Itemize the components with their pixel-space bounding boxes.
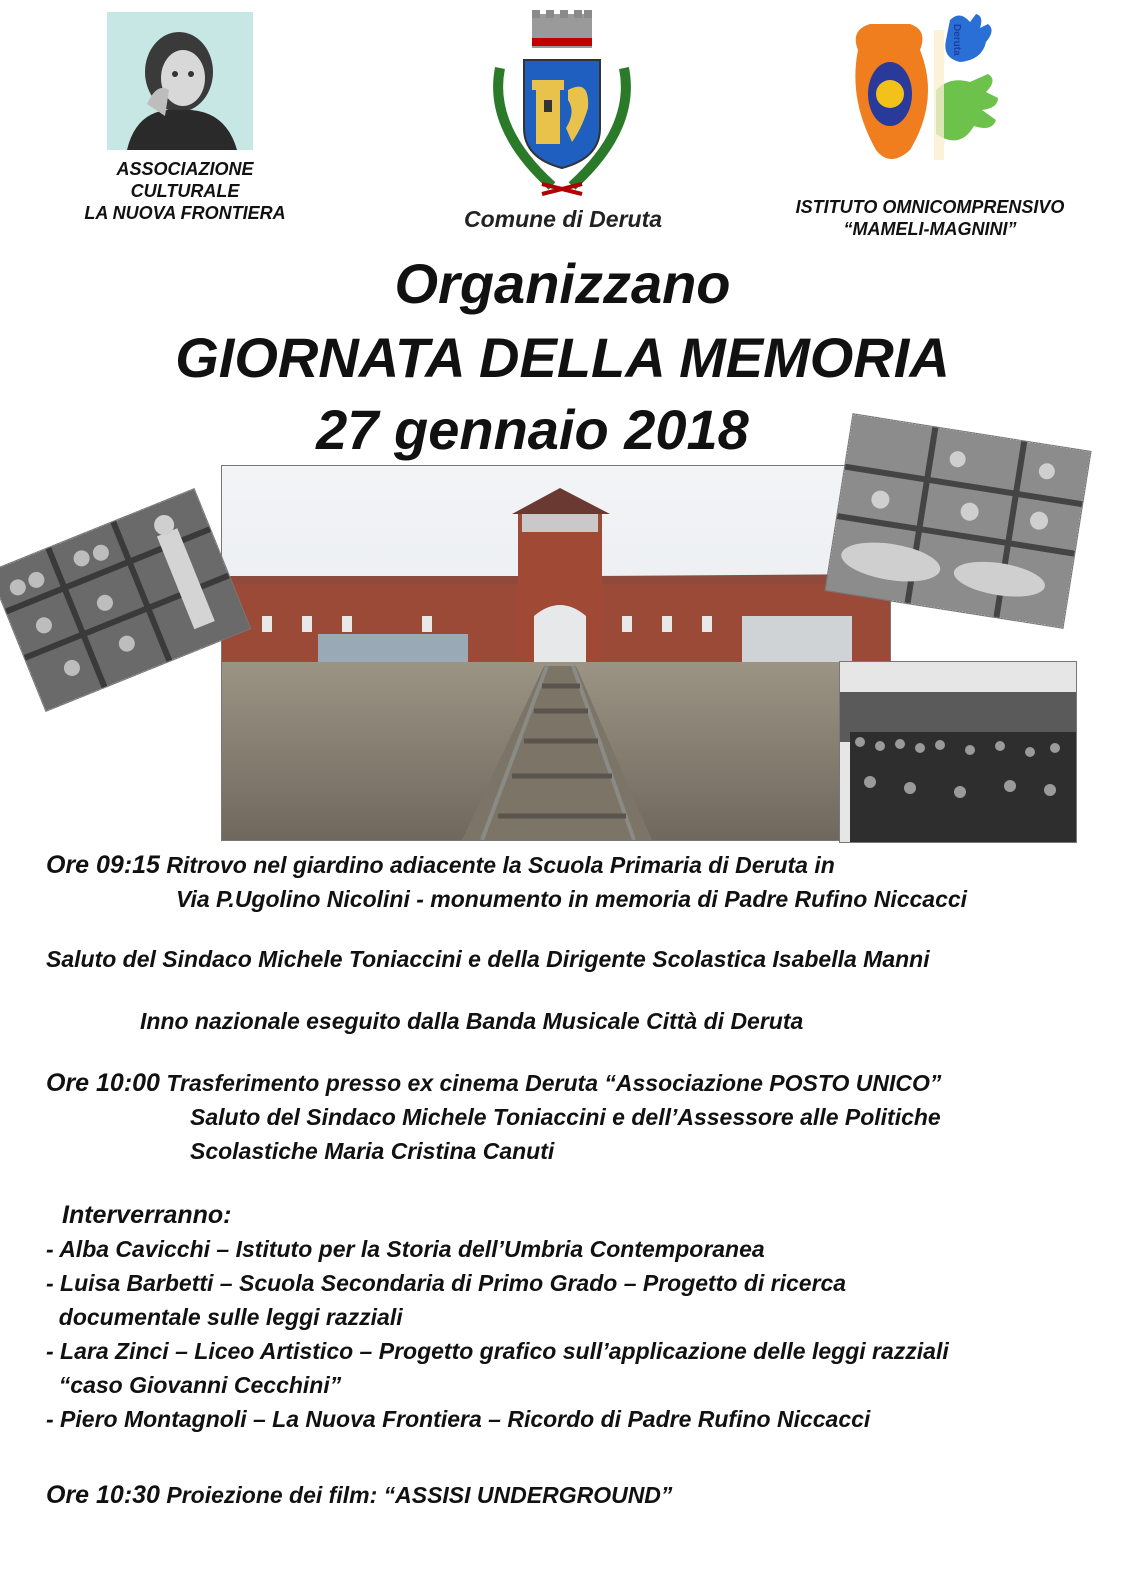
program-item-1 — [46, 848, 835, 882]
deportation-crowd-photo — [840, 662, 1076, 842]
association-name-line1: ASSOCIAZIONE CULTURALE — [116, 159, 254, 201]
auschwitz-gate-photo — [222, 466, 890, 840]
school-name — [770, 196, 1090, 240]
school-name-line2: “MAMELI-MAGNINI” — [843, 219, 1017, 239]
program-item-1-time: Ore 09:15 — [46, 851, 160, 879]
program-item-2-time: Ore 10:00 — [46, 1069, 160, 1097]
program-item-2-line2: Saluto del Sindaco Michele Toniaccini e dell’Assessore alle Politiche — [190, 1104, 941, 1130]
program-item-3-time: Ore 10:30 — [46, 1481, 160, 1509]
association-name-line2: LA NUOVA FRONTIERA — [84, 203, 286, 223]
speakers-heading: Interverranno: — [62, 1201, 232, 1229]
barracks-prisoners-photo — [826, 414, 1091, 627]
comune-name: Comune di Deruta — [463, 206, 663, 232]
greeting-line: Saluto del Sindaco Michele Toniaccini e della Dirigente Scolastica Isabella Manni — [46, 946, 930, 972]
speaker-item: - Luisa Barbetti – Scuola Secondaria di Primo Grado – Progetto di ricerca — [46, 1270, 847, 1296]
school-name-line1: ISTITUTO OMNICOMPRENSIVO — [795, 197, 1065, 217]
speaker-item: - Piero Montagnoli – La Nuova Frontiera – Ricordo di Padre Rufino Niccacci — [46, 1406, 871, 1432]
speaker-item: - Alba Cavicchi – Istituto per la Storia dell’Umbria Contemporanea — [46, 1236, 765, 1262]
event-title: GIORNATA DELLA MEMORIA — [175, 326, 950, 389]
event-date: 27 gennaio 2018 — [316, 398, 749, 461]
association-portrait-logo — [107, 12, 253, 150]
school-logo-label: Deruta — [951, 24, 962, 56]
speakers-list — [46, 1232, 949, 1436]
speaker-item: - Lara Zinci – Liceo Artistico – Progetto grafico sull’applicazione delle leggi razziali — [46, 1338, 949, 1364]
prisoners-bunks-photo — [0, 489, 250, 710]
program-item-2-line3: Scolastiche Maria Cristina Canuti — [190, 1138, 555, 1164]
deruta-coat-of-arms — [482, 8, 642, 204]
program-item-2 — [46, 1066, 941, 1100]
program-item-3-line1: Proiezione dei film: “ASSISI UNDERGROUND” — [166, 1482, 673, 1508]
program-item-3 — [46, 1478, 672, 1512]
program-item-2-line1: Trasferimento presso ex cinema Deruta “Associazione POSTO UNICO” — [166, 1070, 942, 1096]
speaker-item: documentale sulle leggi razziali — [46, 1304, 403, 1330]
program-item-1-line2: Via P.Ugolino Nicolini - monumento in memoria di Padre Rufino Niccacci — [176, 886, 968, 912]
speaker-item: “caso Giovanni Cecchini” — [46, 1372, 342, 1398]
program-item-1-line1: Ritrovo nel giardino adiacente la Scuola Primaria di Deruta in — [166, 852, 835, 878]
school-hands-logo — [850, 10, 1000, 170]
association-name — [60, 158, 310, 224]
organizers-heading: Organizzano — [394, 252, 731, 315]
anthem-line: Inno nazionale eseguito dalla Banda Musicale Città di Deruta — [140, 1008, 804, 1034]
